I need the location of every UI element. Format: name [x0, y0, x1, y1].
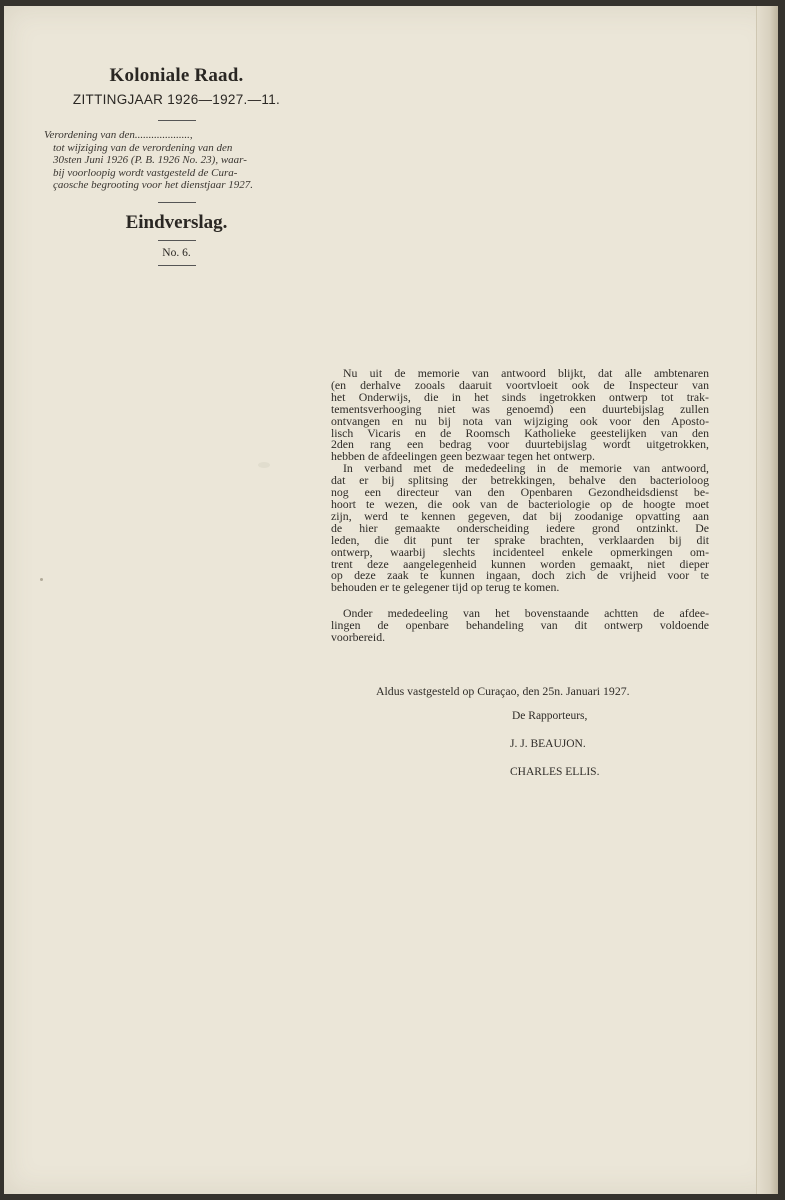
signatory-name: CHARLES ELLIS. [510, 766, 600, 778]
subject-line: 30sten Juni 1926 (P. B. 1926 No. 23), waar- [53, 154, 247, 167]
text-line: de hier gemaakte onderscheiding iedere grond ontzinkt. De [331, 520, 709, 535]
text-line: op deze zaak te kunnen ingaan, doch zich de vrijheid voor te [331, 568, 709, 583]
text-line: lingen de openbare behandeling van dit ontwerp voldoende [331, 618, 709, 633]
paragraph [331, 368, 709, 463]
text-line: ontwerp, waarbij slechts incidenteel enkele opmerkingen om- [331, 544, 709, 559]
paragraph [331, 608, 709, 644]
text-line: het Onderwijs, die in het sinds ingetrokken ontwerp tot trak- [331, 389, 709, 404]
text-line: nog een directeur van den Openbaren Gezondheidsdienst be- [331, 485, 709, 500]
paragraph [331, 463, 709, 594]
text-line: hoort te wezen, die ook van de bacteriologie op de hoogte moet [331, 496, 709, 511]
divider [158, 265, 196, 266]
paper-mark [40, 578, 43, 581]
text-line: voorbereid. [331, 630, 386, 645]
divider [158, 202, 196, 203]
document-title: Koloniale Raad. [109, 65, 244, 86]
text-line: ontvangen en nu bij nota van wijziging ook voor den Aposto- [331, 413, 709, 428]
subject-line: bij voorloopig wordt vastgesteld de Cura- [53, 166, 238, 179]
page-edge [756, 6, 778, 1194]
text-line: zijn, werd te kennen gegeven, dat bij zoodanige opvatting aan [331, 508, 709, 523]
subject-line: çaosche begrooting voor het dienstjaar 1927. [53, 179, 254, 192]
place-and-date: Aldus vastgesteld op Curaçao, den 25n. Januari 1927. [376, 684, 630, 698]
text-line: lisch Vicaris en de Roomsch Katholieke geestelijken van den [331, 425, 709, 440]
text-line: hebben de afdeelingen geen bezwaar tegen het ontwerp. [331, 449, 595, 464]
text-line: Onder mededeeling van het bovenstaande achtten de afdee- [343, 606, 709, 621]
paper-mark [258, 462, 270, 468]
report-number: No. 6. [162, 246, 191, 259]
text-line: 2den rang een bedrag voor duurtebijslag wordt uitgetrokken, [331, 437, 709, 452]
text-line: In verband met de mededeeling in de memorie van antwoord, [343, 461, 709, 476]
subject-line: Verordening van den...................., [44, 129, 193, 141]
divider [158, 240, 196, 241]
signatory-name: J. J. BEAUJON. [510, 738, 586, 750]
text-line: (en derhalve zooals daaruit voortvloeit ook de Inspecteur van [331, 377, 709, 392]
document-header [44, 64, 309, 266]
report-body [331, 368, 709, 644]
divider [158, 120, 196, 121]
text-line: behouden er te gelegener tijd op terug te komen. [331, 580, 560, 595]
text-line: tementsverhooging niet was genoemd) een duurtebijslag zullen [331, 401, 709, 416]
session-year: ZITTINGJAAR 1926—1927.—11. [72, 92, 281, 107]
report-heading: Eindverslag. [125, 211, 228, 233]
text-line: Nu uit de memorie van antwoord blijkt, dat alle ambtenaren [343, 366, 709, 380]
signatures-heading: De Rapporteurs, [512, 710, 588, 722]
subject-description [44, 129, 303, 192]
text-line: leden, die dit punt ter sprake brachten, verklaarden bij dit [331, 532, 709, 547]
text-line: trent deze aangelegenheid kunnen worden gemaakt, niet dieper [331, 556, 709, 571]
subject-line: tot wijziging van de verordening van den [53, 141, 233, 154]
text-line: dat er bij splitsing der betrekkingen, behalve den bacterioloog [331, 473, 709, 488]
